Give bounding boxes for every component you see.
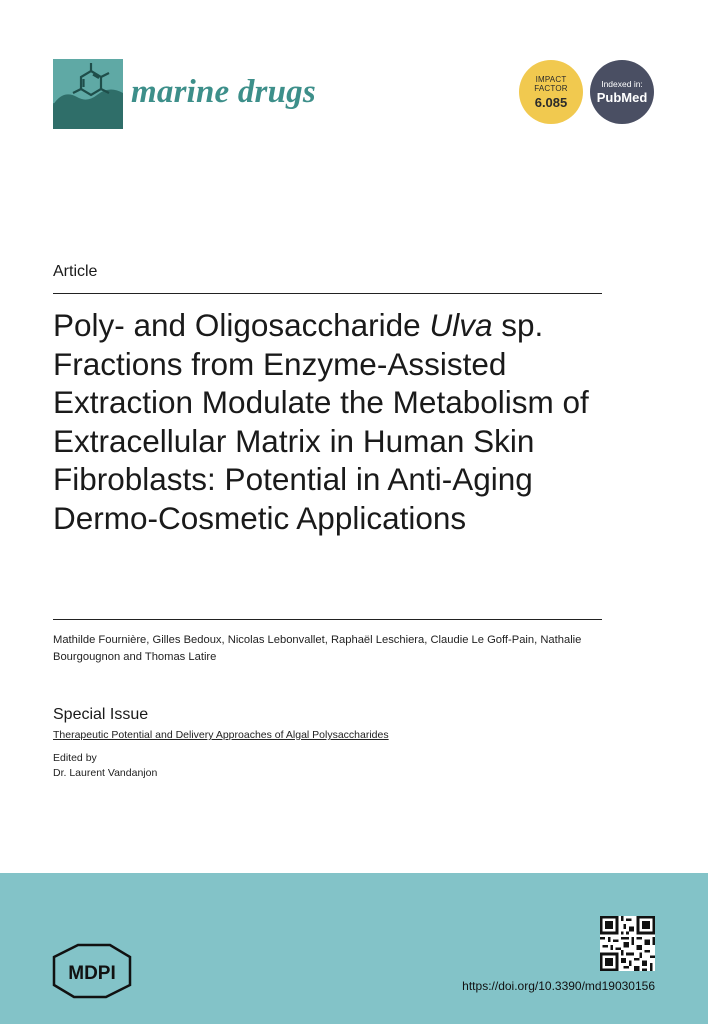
pubmed-badge[interactable] (590, 60, 654, 124)
journal-name: marine drugs (131, 74, 316, 110)
impact-factor-line1: IMPACT (535, 74, 567, 84)
marine-drugs-logo-icon (53, 59, 123, 129)
special-issue-label: Special Issue (53, 706, 149, 723)
title-part-1: Poly- and Oligosaccharide (53, 307, 430, 343)
article-title (53, 306, 613, 537)
mdpi-logo-icon (50, 943, 134, 999)
doi-link[interactable]: https://doi.org/10.3390/md19030156 (462, 979, 655, 993)
pubmed-line2: PubMed (596, 90, 648, 105)
divider-top (53, 293, 602, 294)
editor-name: Dr. Laurent Vandanjon (53, 767, 158, 779)
impact-factor-badge[interactable] (519, 60, 583, 124)
impact-factor-value: 6.085 (534, 94, 568, 110)
title-italic-genus: Ulva (429, 307, 493, 343)
special-issue-link[interactable]: Therapeutic Potential and Delivery Approaches of Algal Polysaccharides (53, 729, 389, 741)
mdpi-logo-text: MDPI (68, 963, 116, 984)
title-part-2: sp. Fractions from Enzyme-Assisted Extraction Modulate the Metabolism of Extracellular Matrix in Human Skin Fibroblasts: Potential in Anti-Aging Dermo-Cosmetic Applications (53, 307, 589, 536)
qr-code-icon[interactable] (600, 916, 655, 971)
article-type: Article (53, 263, 98, 280)
edited-by-label: Edited by (53, 752, 97, 764)
divider-bottom (53, 619, 602, 620)
impact-factor-line2: FACTOR (534, 83, 568, 93)
pubmed-line1: Indexed in: (601, 79, 643, 89)
author-list: Mathilde Fournière, Gilles Bedoux, Nicolas Lebonvallet, Raphaël Leschiera, Claudie Le Goff-Pain, Nathalie Bourgougnon and Thomas Latire (53, 634, 582, 663)
